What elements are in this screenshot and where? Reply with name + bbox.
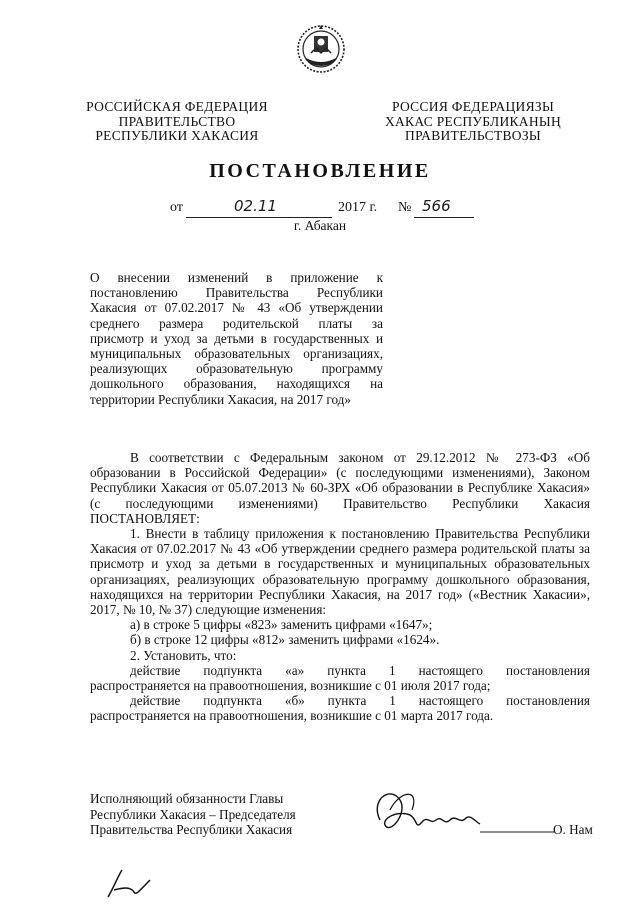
subject-line: дошкольного образования, находящихся на (90, 376, 383, 392)
republic-of-khakassia-emblem-icon (296, 22, 346, 76)
subject-line: О внесении изменений в приложение к (90, 270, 383, 285)
subject-line: среднего размера родительской платы за (90, 315, 383, 331)
date-underline (186, 197, 332, 218)
header-left-line-1: РОССИЙСКАЯ ФЕДЕРАЦИЯ (86, 99, 268, 114)
header-right-line-3: ПРАВИТЕЛЬСТВОЗЫ (405, 128, 541, 143)
date-year: 2017 г. (338, 200, 378, 215)
number-underline (414, 197, 474, 218)
item-1a: а) в строке 5 цифры «823» заменить цифрами «1647»; (130, 617, 433, 633)
signatory-position-line: Республики Хакасия – Председателя (90, 806, 296, 822)
intro-paragraph: В соответствии с Федеральным законом от 29.12.2012 № 273-ФЗ «Об образовании в Российской Федерации» (с последующими изменениями), Законом Республики Хакасия от 05.07.2013 № 60-ЗРХ «Об образовании в Республике Хакасия» (с последующими изменениями) Правительство Республики Хакасия ПОСТАНОВЛЯЕТ: (90, 450, 590, 526)
subject-line: присмотр и уход за детьми в государственных и (90, 330, 383, 346)
item-2a-line-2: распространяется на правоотношения, возникшие с 01 июля 2017 года; (90, 678, 491, 694)
handwritten-signature (360, 780, 560, 850)
header-left-line-3: РЕСПУБЛИКИ ХАКАСИЯ (95, 128, 259, 143)
item-2b-line-2: распространяется на правоотношения, возникшие с 01 марта 2017 года. (90, 708, 494, 724)
item-1b: б) в строке 12 цифры «812» заменить цифрами «1624». (130, 632, 440, 648)
date-prefix: от (170, 200, 183, 215)
subject-line: муниципальных образовательных организациях, (90, 346, 383, 362)
header-right-line-1: РОССИЯ ФЕДЕРАЦИЯЗЫ (391, 99, 555, 114)
city: г. Абакан (293, 218, 347, 233)
initial-mark-icon (100, 862, 160, 902)
date-handwritten: 02.11 (234, 197, 277, 215)
document-body (90, 450, 590, 724)
item-1-paragraph: 1. Внести в таблицу приложения к постановлению Правительства Республики Хакасия от 07.02.2017 № 43 «Об утверждении среднего размера родительской платы за присмотр и уход за детьми в государственных и муниципальных образовательных организациях, реализующих образовательную программу дошкольного образования, находящихся на территории Республики Хакасия, на 2017 год» («Вестник Хакасии», 2017, № 10, № 37) следующие изменения: (90, 526, 590, 618)
subject-block (90, 270, 383, 407)
signatory-name: О. Нам (553, 822, 593, 837)
item-2b-line-1: действие подпункта «б» пункта 1 настоящего постановления (130, 693, 590, 709)
document-title: ПОСТАНОВЛЕНИЕ (209, 160, 431, 182)
item-2a-line-1: действие подпункта «а» пункта 1 настоящего постановления (130, 662, 590, 678)
subject-line: реализующих образовательную программу (90, 361, 383, 377)
signatory-position-line: Исполняющий обязанности Главы (90, 791, 284, 806)
header-left (62, 100, 292, 144)
number-label: № (398, 200, 412, 215)
header-left-line-2: ПРАВИТЕЛЬСТВО (118, 113, 236, 129)
item-2: 2. Установить, что: (130, 647, 237, 663)
emblem (296, 22, 346, 76)
subject-line: Хакасия от 07.02.2017 № 43 «Об утверждении (90, 300, 383, 316)
header-right (358, 100, 588, 144)
number-handwritten: 566 (422, 197, 451, 215)
header-right-line-2: ХАКАС РЕСПУБЛИКАНЫҢ (384, 113, 562, 129)
signatory-position (90, 791, 340, 838)
subject-line: территории Республики Хакасия, на 2017 год» (90, 391, 351, 407)
subject-line: постановлению Правительства Республики (90, 285, 383, 301)
signatory-position-line: Правительства Республики Хакасия (90, 822, 293, 837)
